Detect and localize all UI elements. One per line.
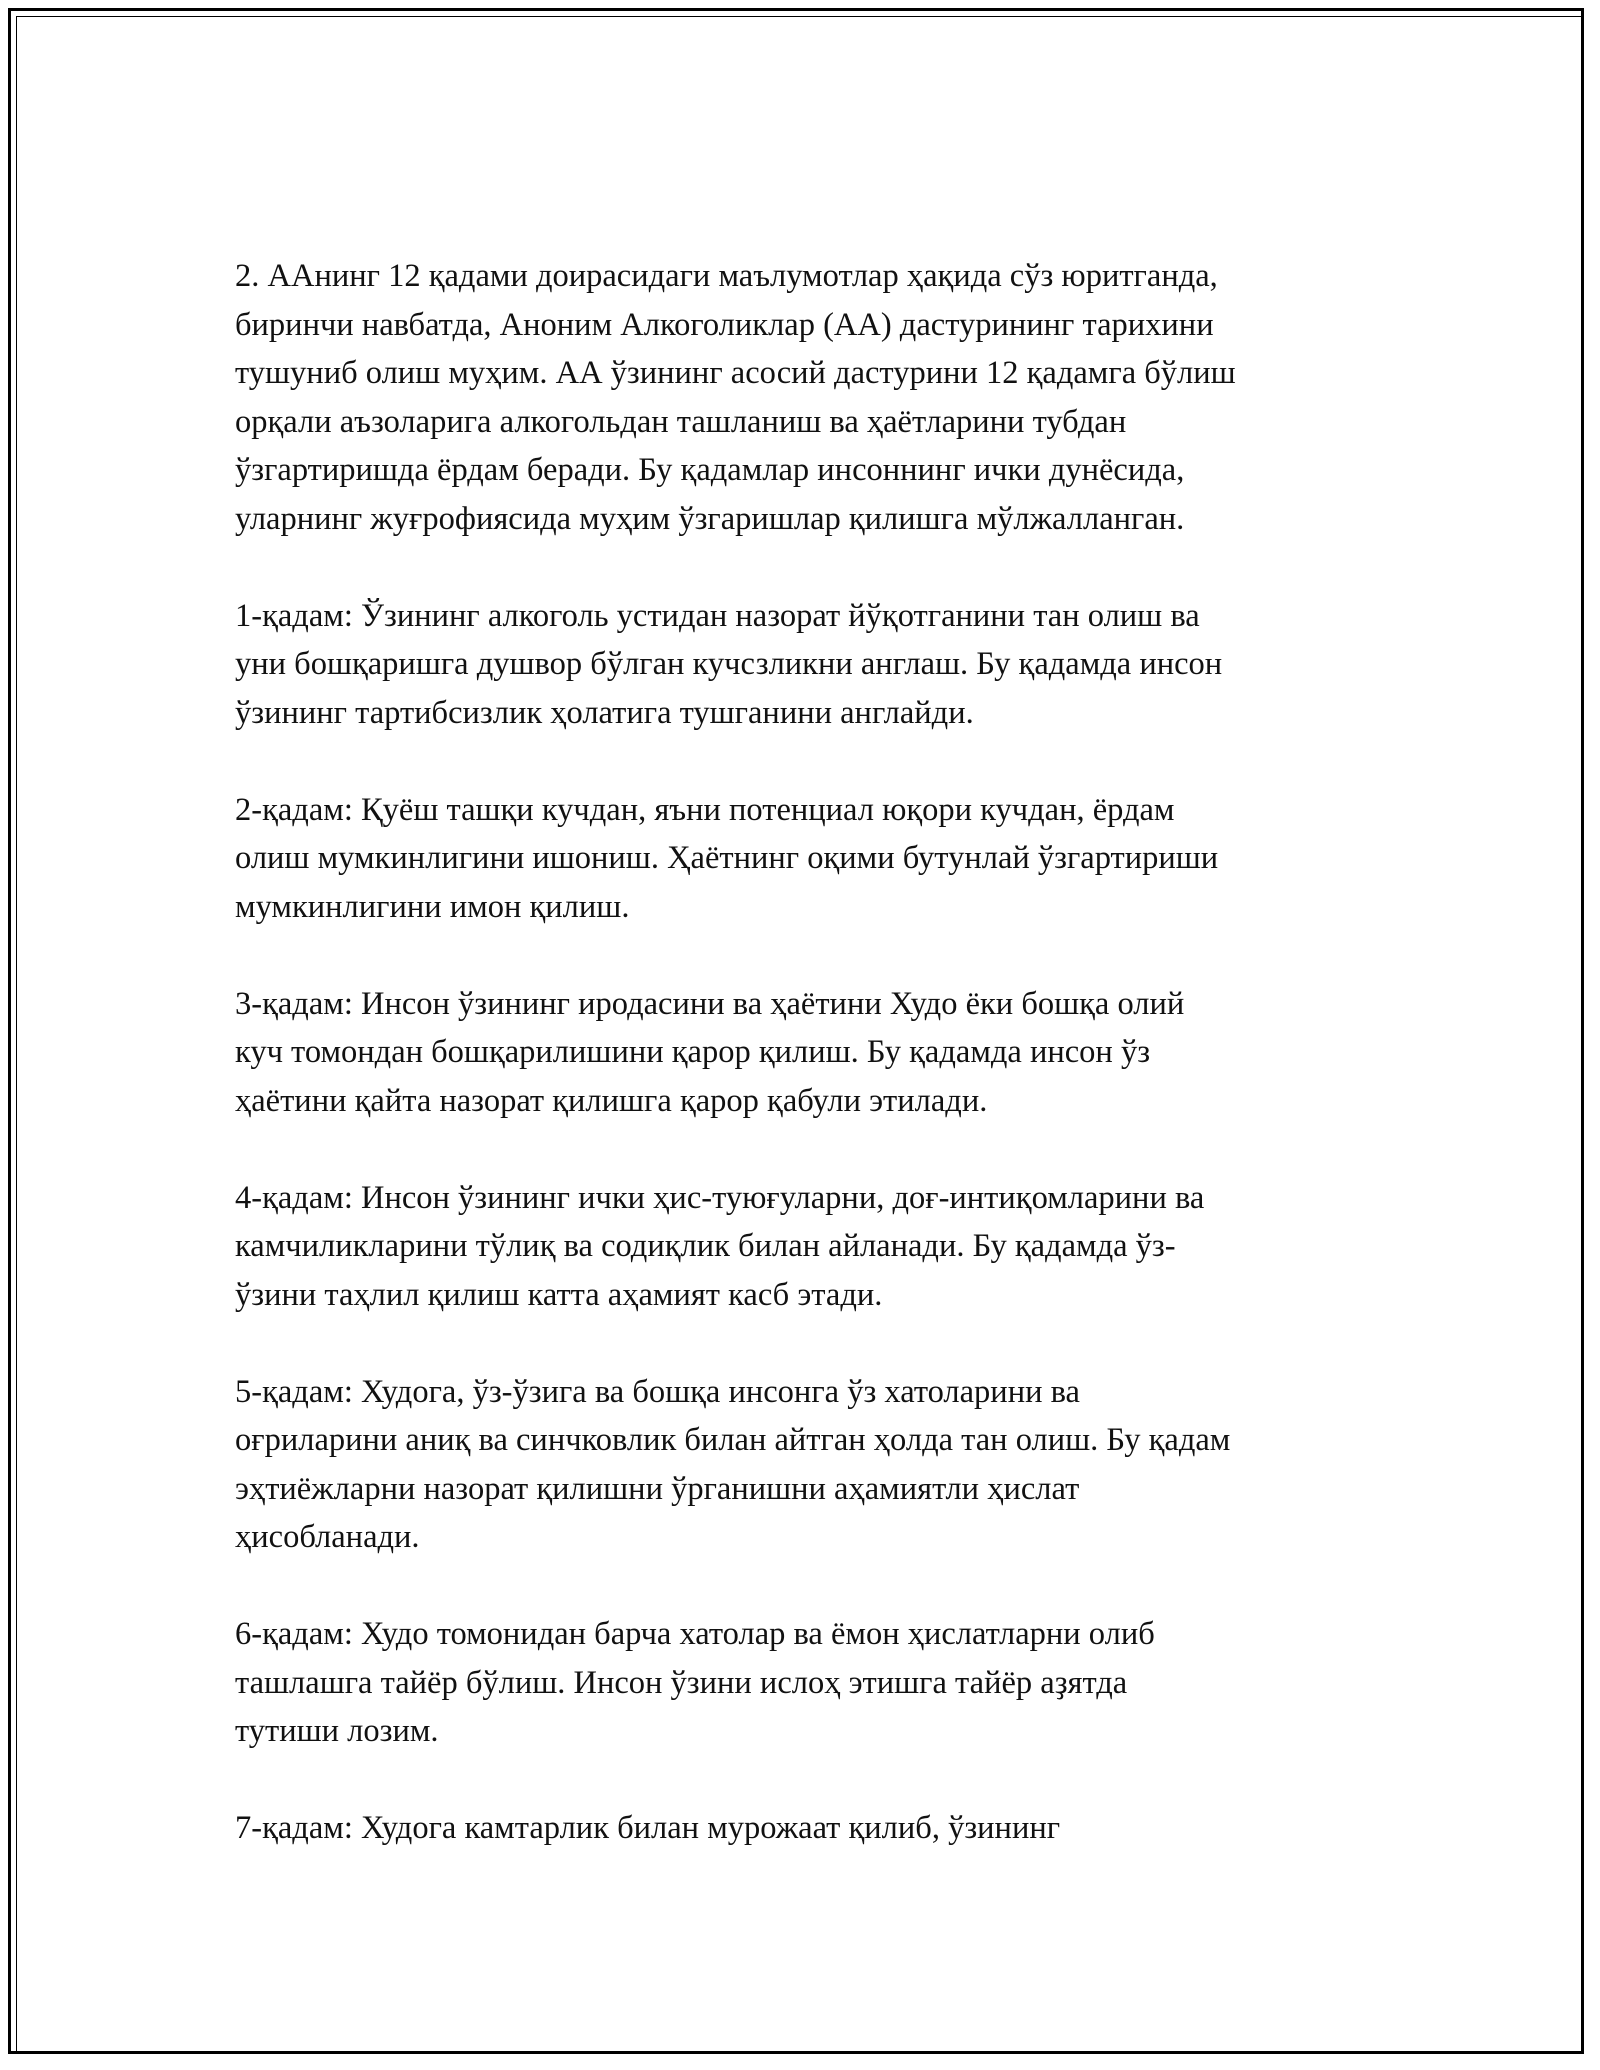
text-line: эҳтиёжларни назорат қилишни ўрганишни аҳамиятли ҳислат [235,1470,1080,1507]
text-line: 2. ААнинг 12 қадами доирасидаги маълумотлар ҳақида сўз юритганда, [235,258,1218,294]
text-line: уни бошқаришга душвор бўлган кучсзликни англаш. Бу қадамда инсон [235,646,1223,682]
paragraph-step-2 [235,786,1400,932]
text-line: камчиликларини тўлиқ ва содиқлик билан айланади. Бу қадамда ўз- [235,1228,1176,1264]
text-line: биринчи навбатда, Аноним Алкоголиклар (АА) дастурининг тарихини [235,306,1214,343]
text-line: ташлашга тайёр бўлиш. Инсон ўзини ислоҳ этишга тайёр аҙятда [235,1664,1128,1701]
text-line: ҳисобланади. [235,1519,420,1555]
paragraph-step-6 [235,1610,1400,1756]
paragraph-step-3 [235,980,1400,1126]
text-line: орқали аъзоларига алкогольдан ташланиш ва ҳаётларини тубдан [235,403,1127,440]
paragraph-intro [235,252,1400,543]
text-line: мумкинлигини имон қилиш. [235,888,630,925]
paragraph-step-1 [235,592,1400,738]
text-line: тушуниб олиш муҳим. АА ўзининг асосий дастурини 12 қадамга бўлиш [235,355,1236,391]
text-line: 4-қадам: Инсон ўзининг ички ҳис-туюғуларни, доғ-интиқомларини ва [235,1179,1205,1216]
text-line: олиш мумкинлигини ишониш. Ҳаётнинг оқими бутунлай ўзгартириши [235,840,1219,876]
text-line: оғриларини аниқ ва синчковлик билан айтган ҳолда тан олиш. Бу қадам [235,1422,1231,1458]
text-line: 3-қадам: Инсон ўзининг иродасини ва ҳаётини Худо ёки бошқа олий [235,985,1185,1022]
text-line: тутиши лозим. [235,1713,439,1749]
paragraph-step-4 [235,1174,1400,1320]
text-line: 7-қадам: Худога камтарлик билан мурожаат қилиб, ўзининг [235,1810,1061,1846]
text-line: 6-қадам: Худо томонидан барча хатолар ва ёмон ҳислатларни олиб [235,1616,1155,1652]
text-line: ўзининг тартибсизлик ҳолатига тушганини англайди. [235,694,974,731]
text-line: куч томондан бошқарилишини қарор қилиш. Бу қадамда инсон ўз [235,1034,1151,1070]
text-line: уларнинг жуғрофиясида муҳим ўзгаришлар қилишга мўлжалланган. [235,500,1185,537]
text-line: 1-қадам: Ўзининг алкоголь устидан назорат йўқотганини тан олиш ва [235,597,1200,634]
paragraph-step-5 [235,1368,1400,1562]
text-line: 2-қадам: Қуёш ташқи кучдан, яъни потенциал юқори кучдан, ёрдам [235,791,1175,828]
text-line: 5-қадам: Худога, ўз-ўзига ва бошқа инсонга ўз хатоларини ва [235,1373,1080,1410]
text-line: ўзини таҳлил қилиш катта аҳамият касб этади. [235,1276,883,1313]
text-line: ўзгартиришда ёрдам беради. Бу қадамлар инсоннинг ички дунёсида, [235,452,1185,488]
paragraph-step-7 [235,1804,1400,1853]
text-line: ҳаётини қайта назорат қилишга қарор қабули этилади. [235,1082,988,1119]
document-body [235,252,1400,1901]
